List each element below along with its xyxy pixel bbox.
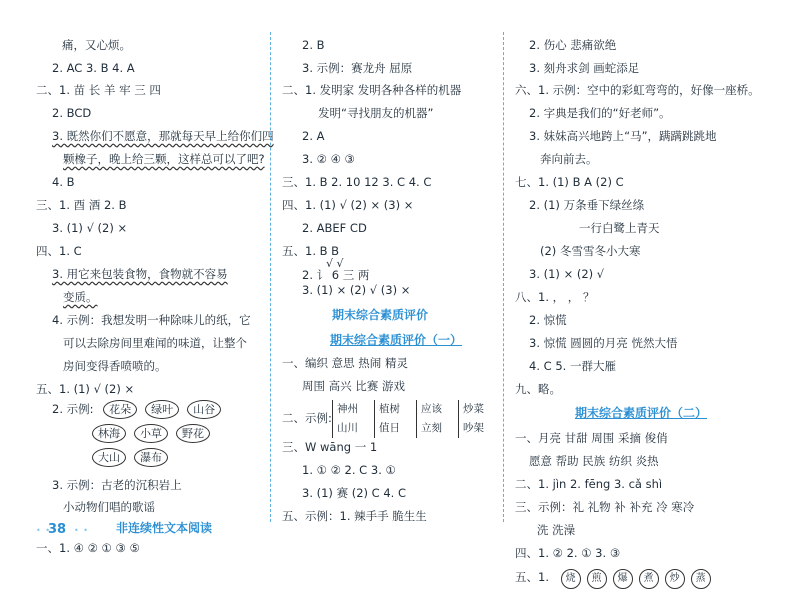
- section-title-final-eval-1: 期末综合素质评价（一）: [330, 333, 463, 347]
- col3-answer-line: 洗 洗澡: [537, 523, 576, 537]
- col3-answer-line: 4. C 5. 一群大雁: [529, 359, 616, 373]
- col2-answer-line: 2. A: [302, 129, 325, 143]
- col3-answer-line: 一行白鹭上青天: [579, 221, 660, 235]
- col1-answer-line: 房间变得香喷喷的。: [63, 359, 167, 373]
- pair-word: 应该: [421, 403, 442, 415]
- col1-answer-line: 二、1. 苗 长 羊 牢 三 四: [36, 83, 161, 97]
- col1-answer-line: 一、1. ④ ② ① ③ ⑤: [36, 541, 140, 555]
- col2-answer-line: 3. 示例：赛龙舟 屈原: [302, 61, 413, 75]
- col1-answer-line: 3. 用它来包装食物，食物就不容易: [52, 267, 228, 281]
- pair-word: 值日: [379, 422, 400, 434]
- section-title-final-eval-2: 期末综合素质评价（二）: [575, 406, 708, 420]
- col2-answer-line: 2. ABEF CD: [302, 221, 367, 235]
- circled-word: 瀑布: [134, 448, 168, 467]
- col2-answer-line: 3. ② ④ ③: [302, 152, 355, 166]
- col2-answer-line: 三、W wāng 一 1: [282, 440, 378, 454]
- col3-answer-line: 愿意 帮助 民族 纺织 炎热: [529, 454, 659, 468]
- circled-word: 小草: [134, 424, 168, 443]
- col1-answer-line: 2. AC 3. B 4. A: [52, 61, 135, 75]
- circled-character: 煎: [587, 569, 607, 589]
- circled-word: 大山: [92, 448, 126, 467]
- col2-answer-line: 2. B: [302, 38, 325, 52]
- pair-word: 炒菜: [463, 403, 484, 415]
- col3-answer-line: 二、1. jìn 2. fēng 3. cǎ shì: [515, 477, 663, 491]
- col3-answer-line: 3. (1) × (2) √: [529, 267, 605, 281]
- pair-word: 立刻: [421, 422, 442, 434]
- col3-answer-line: 3. 妹妹高兴地跨上“马”，蹒蹒跳跳地: [529, 129, 717, 143]
- col1-answer-line: 3. 示例：古老的沉积岩上: [52, 478, 182, 492]
- bracket-pair: [416, 400, 459, 438]
- col1-answer-line: 可以去除房间里难闻的味道，让整个: [63, 336, 247, 350]
- col3-answer-line: 奔向前去。: [540, 152, 598, 166]
- col3-answer-line: 六、1. 示例：空中的彩虹弯弯的，好像一座桥。: [515, 83, 760, 97]
- answer-line-1b: 周围 高兴 比赛 游戏: [302, 379, 405, 393]
- col3-answer-line: 九、略。: [515, 382, 561, 396]
- page-dots-left: • •: [36, 526, 51, 535]
- col3-answer-line: 3. 刻舟求剑 画蛇添足: [529, 61, 640, 75]
- col2-answer-line: 3. (1) × (2) √ (3) ×: [302, 283, 411, 297]
- example-row-1: [52, 400, 229, 419]
- section-title-final-eval: 期末综合素质评价: [332, 308, 429, 322]
- col3-answer-line: 四、1. ② 2. ① 3. ③: [515, 546, 621, 560]
- col1-answer-line: 三、1. 酉 酒 2. B: [36, 198, 127, 212]
- pair-word: 吵架: [463, 422, 484, 434]
- circled-character: 烧: [561, 569, 581, 589]
- answer-line-2: 2. 讠 6 三 两: [302, 268, 370, 282]
- tick-marks: √ √: [326, 257, 344, 270]
- column-divider-right: [503, 32, 504, 522]
- col3-answer-line: 一、月亮 甘甜 周围 采摘 俊俏: [515, 431, 668, 445]
- col2-answer-line: 1. ① ② 2. C 3. ①: [302, 463, 396, 477]
- circled-character: 煮: [639, 569, 659, 589]
- example-row-3: [92, 448, 176, 467]
- example-row-2: [92, 424, 218, 443]
- answer-line-1a: 一、编织 意思 热闹 精灵: [282, 356, 408, 370]
- col2-answer-line: 3. (1) 赛 (2) C 4. C: [302, 486, 407, 500]
- col2-answer-line: 发明“寻找朋友的机器”: [318, 106, 434, 120]
- col3-answer-line: 三、示例：礼 礼物 补 补充 冷 寒冷: [515, 500, 695, 514]
- col1-answer-line: 四、1. C: [36, 244, 82, 258]
- col3-answer-line: (2) 冬雪雪冬小大寒: [540, 244, 641, 258]
- section-title-nonlinear-text: 非连续性文本阅读: [116, 521, 213, 535]
- col1-answer-line: 五、1. (1) √ (2) ×: [36, 382, 135, 396]
- page-number: 38: [48, 522, 67, 537]
- col1-answer-line: 变质。: [63, 290, 98, 304]
- circled-character: 蒸: [691, 569, 711, 589]
- col1-answer-line: 3. 既然你们不愿意，那就每天早上给你们四: [52, 129, 274, 143]
- bracket-pair: [374, 400, 417, 438]
- col3-answer-line: 七、1. (1) B A (2) C: [515, 175, 624, 189]
- column-divider-left: [270, 32, 271, 522]
- example-pairs-label: 二、示例:: [282, 411, 332, 425]
- col2-answer-line: 四、1. (1) √ (2) × (3) ×: [282, 198, 414, 212]
- col2-answer-line: 五、1. B B: [282, 244, 340, 258]
- col3-answer-line: 2. 字典是我们的“好老师”。: [529, 106, 671, 120]
- col2-answer-line: 五、示例：1. 辣手手 脆生生: [282, 509, 427, 523]
- col3-answer-line: 2. 伤心 悲痛欲绝: [529, 38, 617, 52]
- col1-answer-line: 颗橡子，晚上给三颗，这样总可以了吧?: [63, 152, 265, 166]
- pair-word: 植树: [379, 403, 400, 415]
- col1-answer-line: 4. 示例：我想发明一种除味儿的纸，它: [52, 313, 251, 327]
- pair-word: 神州: [337, 403, 358, 415]
- circled-word: 绿叶: [145, 400, 179, 419]
- col3-answer-line: 3. 惊慌 圆圆的月亮 恍然大悟: [529, 336, 678, 350]
- page-dots-right: • •: [74, 526, 89, 535]
- circled-character: 爆: [613, 569, 633, 589]
- bracket-pair: [458, 400, 501, 438]
- col1-answer-line: 小动物们唱的歌谣: [63, 500, 155, 514]
- col3-answer-line: 2. (1) 万条垂下绿丝绦: [529, 198, 645, 212]
- col3-answer-line: 八、1. ， ， ？: [515, 290, 595, 304]
- example-label: 2. 示例:: [52, 402, 94, 416]
- bracket-pair: [332, 400, 375, 438]
- col2-answer-line: 二、1. 发明家 发明各种各样的机器: [282, 83, 462, 97]
- col3-answer-line: 2. 惊慌: [529, 313, 567, 327]
- circled-word: 林海: [92, 424, 126, 443]
- circled-word: 花朵: [103, 400, 137, 419]
- circled-word: 山谷: [187, 400, 221, 419]
- col1-answer-line: 3. (1) √ (2) ×: [52, 221, 128, 235]
- circled-word: 野花: [176, 424, 210, 443]
- col2-answer-line: 三、1. B 2. 10 12 3. C 4. C: [282, 175, 432, 189]
- col1-answer-line: 痛，又心烦。: [62, 38, 131, 52]
- circled-character: 炒: [665, 569, 685, 589]
- pair-word: 山川: [337, 422, 358, 434]
- last-question-label: 五、1.: [515, 570, 549, 584]
- col1-answer-line: 4. B: [52, 175, 75, 189]
- answer-line-last: [515, 569, 717, 589]
- col1-answer-line: 2. BCD: [52, 106, 92, 120]
